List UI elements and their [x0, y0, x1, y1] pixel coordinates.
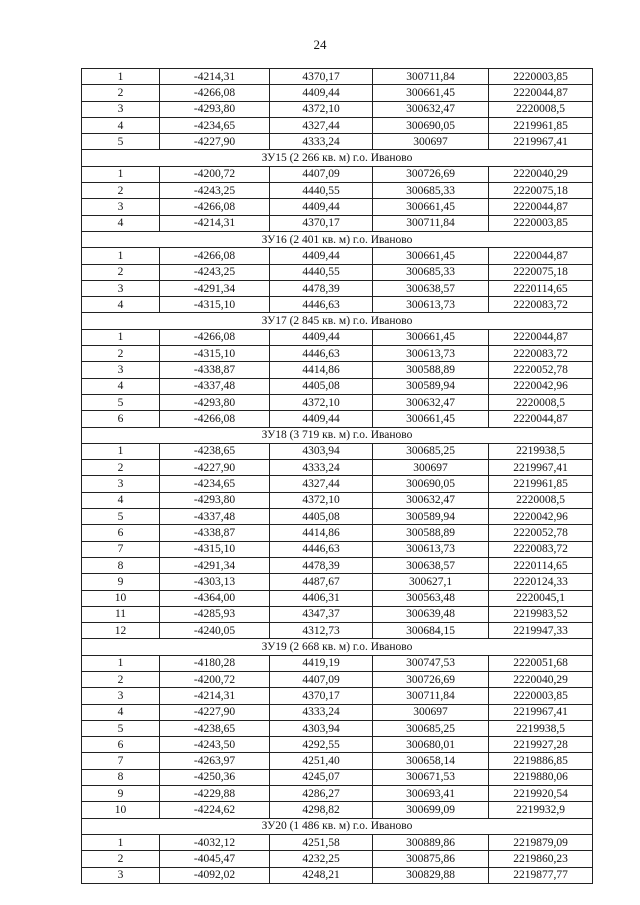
x-msk-cell: 300875,86: [373, 851, 489, 867]
point-number-cell: 4: [82, 297, 160, 313]
y-local-cell: 4333,24: [270, 704, 373, 720]
y-msk-cell: 2220051,68: [489, 655, 593, 671]
x-msk-cell: 300671,53: [373, 769, 489, 785]
x-local-cell: -4214,31: [160, 69, 270, 85]
x-local-cell: -4266,08: [160, 199, 270, 215]
x-local-cell: -4266,08: [160, 85, 270, 101]
x-local-cell: -4227,90: [160, 134, 270, 150]
y-local-cell: 4333,24: [270, 460, 373, 476]
table-row: [82, 834, 593, 850]
point-number-cell: 6: [82, 737, 160, 753]
y-local-cell: 4446,63: [270, 346, 373, 362]
table-row: [82, 378, 593, 394]
x-msk-cell: 300685,33: [373, 264, 489, 280]
y-local-cell: 4446,63: [270, 297, 373, 313]
point-number-cell: 4: [82, 378, 160, 394]
point-number-cell: 2: [82, 671, 160, 687]
table-row: [82, 362, 593, 378]
y-msk-cell: 2220044,87: [489, 329, 593, 345]
y-msk-cell: 2220044,87: [489, 85, 593, 101]
y-msk-cell: 2219879,09: [489, 834, 593, 850]
y-msk-cell: 2220045,1: [489, 590, 593, 606]
x-msk-cell: 300726,69: [373, 166, 489, 182]
x-msk-cell: 300697: [373, 134, 489, 150]
x-local-cell: -4315,10: [160, 346, 270, 362]
point-number-cell: 2: [82, 460, 160, 476]
x-msk-cell: 300711,84: [373, 688, 489, 704]
table-row: [82, 704, 593, 720]
point-number-cell: 5: [82, 509, 160, 525]
x-msk-cell: 300632,47: [373, 101, 489, 117]
y-local-cell: 4414,86: [270, 362, 373, 378]
x-msk-cell: 300661,45: [373, 85, 489, 101]
x-local-cell: -4200,72: [160, 166, 270, 182]
point-number-cell: 1: [82, 655, 160, 671]
table-row: [82, 346, 593, 362]
point-number-cell: 4: [82, 492, 160, 508]
y-msk-cell: 2220114,65: [489, 557, 593, 573]
table-row: [82, 85, 593, 101]
x-msk-cell: 300589,94: [373, 378, 489, 394]
table-row: [82, 101, 593, 117]
y-local-cell: 4251,40: [270, 753, 373, 769]
y-msk-cell: 2219938,5: [489, 720, 593, 736]
y-msk-cell: 2219927,28: [489, 737, 593, 753]
point-number-cell: 3: [82, 476, 160, 492]
table-row: [82, 786, 593, 802]
point-number-cell: 1: [82, 329, 160, 345]
y-local-cell: 4251,58: [270, 834, 373, 850]
x-msk-cell: 300658,14: [373, 753, 489, 769]
x-msk-cell: 300661,45: [373, 248, 489, 264]
y-msk-cell: 2220083,72: [489, 297, 593, 313]
x-local-cell: -4250,36: [160, 769, 270, 785]
point-number-cell: 3: [82, 362, 160, 378]
point-number-cell: 3: [82, 867, 160, 883]
x-local-cell: -4285,93: [160, 606, 270, 622]
section-header-row: [82, 150, 593, 166]
table-row: [82, 574, 593, 590]
y-local-cell: 4372,10: [270, 492, 373, 508]
y-msk-cell: 2220003,85: [489, 215, 593, 231]
x-msk-cell: 300627,1: [373, 574, 489, 590]
section-header-row: [82, 427, 593, 443]
y-msk-cell: 2220114,65: [489, 280, 593, 296]
point-number-cell: 10: [82, 802, 160, 818]
table-row: [82, 199, 593, 215]
point-number-cell: 6: [82, 411, 160, 427]
y-msk-cell: 2219860,23: [489, 851, 593, 867]
point-number-cell: 1: [82, 69, 160, 85]
x-msk-cell: 300638,57: [373, 557, 489, 573]
y-local-cell: 4405,08: [270, 378, 373, 394]
y-local-cell: 4407,09: [270, 166, 373, 182]
x-local-cell: -4315,10: [160, 297, 270, 313]
x-local-cell: -4238,65: [160, 720, 270, 736]
y-msk-cell: 2220124,33: [489, 574, 593, 590]
point-number-cell: 5: [82, 720, 160, 736]
y-msk-cell: 2219961,85: [489, 117, 593, 133]
y-local-cell: 4414,86: [270, 525, 373, 541]
section-title: ЗУ18 (3 719 кв. м) г.о. Иваново: [82, 427, 593, 443]
y-local-cell: 4478,39: [270, 557, 373, 573]
y-local-cell: 4406,31: [270, 590, 373, 606]
point-number-cell: 4: [82, 704, 160, 720]
x-msk-cell: 300699,09: [373, 802, 489, 818]
x-local-cell: -4234,65: [160, 476, 270, 492]
section-title: ЗУ16 (2 401 кв. м) г.о. Иваново: [82, 231, 593, 247]
x-msk-cell: 300588,89: [373, 525, 489, 541]
x-local-cell: -4180,28: [160, 655, 270, 671]
point-number-cell: 2: [82, 851, 160, 867]
y-msk-cell: 2220003,85: [489, 69, 593, 85]
table-row: [82, 590, 593, 606]
y-local-cell: 4409,44: [270, 199, 373, 215]
table-row: [82, 802, 593, 818]
x-local-cell: -4303,13: [160, 574, 270, 590]
table-row: [82, 541, 593, 557]
point-number-cell: 8: [82, 557, 160, 573]
x-msk-cell: 300690,05: [373, 117, 489, 133]
point-number-cell: 4: [82, 117, 160, 133]
x-msk-cell: 300693,41: [373, 786, 489, 802]
point-number-cell: 7: [82, 541, 160, 557]
x-local-cell: -4364,00: [160, 590, 270, 606]
point-number-cell: 5: [82, 134, 160, 150]
x-msk-cell: 300685,33: [373, 183, 489, 199]
y-local-cell: 4245,07: [270, 769, 373, 785]
point-number-cell: 11: [82, 606, 160, 622]
x-msk-cell: 300829,88: [373, 867, 489, 883]
section-header-row: [82, 818, 593, 834]
point-number-cell: 2: [82, 346, 160, 362]
y-msk-cell: 2219967,41: [489, 704, 593, 720]
y-msk-cell: 2220003,85: [489, 688, 593, 704]
point-number-cell: 5: [82, 394, 160, 410]
y-msk-cell: 2220075,18: [489, 183, 593, 199]
table-row: [82, 117, 593, 133]
table-row: [82, 476, 593, 492]
point-number-cell: 3: [82, 199, 160, 215]
x-msk-cell: 300726,69: [373, 671, 489, 687]
y-msk-cell: 2220044,87: [489, 248, 593, 264]
x-msk-cell: 300685,25: [373, 720, 489, 736]
table-row: [82, 411, 593, 427]
x-msk-cell: 300563,48: [373, 590, 489, 606]
x-local-cell: -4293,80: [160, 394, 270, 410]
y-local-cell: 4303,94: [270, 720, 373, 736]
x-local-cell: -4243,25: [160, 264, 270, 280]
x-local-cell: -4234,65: [160, 117, 270, 133]
point-number-cell: 3: [82, 280, 160, 296]
y-msk-cell: 2219920,54: [489, 786, 593, 802]
table-row: [82, 525, 593, 541]
y-local-cell: 4347,37: [270, 606, 373, 622]
x-msk-cell: 300889,86: [373, 834, 489, 850]
x-local-cell: -4291,34: [160, 557, 270, 573]
table-row: [82, 623, 593, 639]
x-msk-cell: 300690,05: [373, 476, 489, 492]
page-number: 24: [313, 37, 327, 52]
y-local-cell: 4370,17: [270, 215, 373, 231]
point-number-cell: 4: [82, 215, 160, 231]
y-msk-cell: 2219961,85: [489, 476, 593, 492]
x-local-cell: -4243,50: [160, 737, 270, 753]
section-header-row: [82, 313, 593, 329]
table-row: [82, 264, 593, 280]
point-number-cell: 12: [82, 623, 160, 639]
section-header-row: [82, 231, 593, 247]
y-msk-cell: 2220052,78: [489, 525, 593, 541]
y-msk-cell: 2220044,87: [489, 411, 593, 427]
section-title: ЗУ15 (2 266 кв. м) г.о. Иваново: [82, 150, 593, 166]
y-local-cell: 4372,10: [270, 101, 373, 117]
point-number-cell: 8: [82, 769, 160, 785]
x-local-cell: -4243,25: [160, 183, 270, 199]
y-msk-cell: 2219967,41: [489, 134, 593, 150]
y-msk-cell: 2220052,78: [489, 362, 593, 378]
y-local-cell: 4286,27: [270, 786, 373, 802]
x-msk-cell: 300613,73: [373, 297, 489, 313]
y-local-cell: 4440,55: [270, 183, 373, 199]
table-row: [82, 655, 593, 671]
x-local-cell: -4045,47: [160, 851, 270, 867]
section-title: ЗУ17 (2 845 кв. м) г.о. Иваново: [82, 313, 593, 329]
point-number-cell: 6: [82, 525, 160, 541]
x-msk-cell: 300661,45: [373, 199, 489, 215]
y-local-cell: 4312,73: [270, 623, 373, 639]
x-local-cell: -4229,88: [160, 786, 270, 802]
y-local-cell: 4370,17: [270, 688, 373, 704]
x-local-cell: -4266,08: [160, 411, 270, 427]
point-number-cell: 7: [82, 753, 160, 769]
table-row: [82, 134, 593, 150]
table-row: [82, 394, 593, 410]
y-local-cell: 4292,55: [270, 737, 373, 753]
y-msk-cell: 2219947,33: [489, 623, 593, 639]
table-row: [82, 183, 593, 199]
y-msk-cell: 2220008,5: [489, 492, 593, 508]
y-msk-cell: 2219967,41: [489, 460, 593, 476]
x-local-cell: -4227,90: [160, 704, 270, 720]
y-local-cell: 4409,44: [270, 411, 373, 427]
x-msk-cell: 300661,45: [373, 411, 489, 427]
x-msk-cell: 300613,73: [373, 346, 489, 362]
section-title: ЗУ20 (1 486 кв. м) г.о. Иваново: [82, 818, 593, 834]
section-title: ЗУ19 (2 668 кв. м) г.о. Иваново: [82, 639, 593, 655]
y-msk-cell: 2219932,9: [489, 802, 593, 818]
x-local-cell: -4337,48: [160, 509, 270, 525]
point-number-cell: 10: [82, 590, 160, 606]
table-row: [82, 297, 593, 313]
point-number-cell: 1: [82, 443, 160, 459]
x-local-cell: -4224,62: [160, 802, 270, 818]
x-local-cell: -4092,02: [160, 867, 270, 883]
x-local-cell: -4240,05: [160, 623, 270, 639]
y-msk-cell: 2219938,5: [489, 443, 593, 459]
coordinates-table-body: [82, 69, 593, 884]
x-local-cell: -4214,31: [160, 688, 270, 704]
table-row: [82, 557, 593, 573]
y-local-cell: 4327,44: [270, 117, 373, 133]
x-local-cell: -4315,10: [160, 541, 270, 557]
x-msk-cell: 300711,84: [373, 69, 489, 85]
x-local-cell: -4293,80: [160, 101, 270, 117]
table-row: [82, 248, 593, 264]
x-msk-cell: 300589,94: [373, 509, 489, 525]
x-local-cell: -4263,97: [160, 753, 270, 769]
table-row: [82, 851, 593, 867]
y-msk-cell: 2220008,5: [489, 394, 593, 410]
x-msk-cell: 300697: [373, 704, 489, 720]
point-number-cell: 2: [82, 183, 160, 199]
y-msk-cell: 2220040,29: [489, 671, 593, 687]
x-msk-cell: 300684,15: [373, 623, 489, 639]
x-msk-cell: 300613,73: [373, 541, 489, 557]
table-row: [82, 606, 593, 622]
x-msk-cell: 300632,47: [373, 394, 489, 410]
x-msk-cell: 300632,47: [373, 492, 489, 508]
x-msk-cell: 300680,01: [373, 737, 489, 753]
y-local-cell: 4407,09: [270, 671, 373, 687]
table-row: [82, 671, 593, 687]
x-local-cell: -4266,08: [160, 248, 270, 264]
table-row: [82, 509, 593, 525]
x-local-cell: -4338,87: [160, 362, 270, 378]
y-local-cell: 4409,44: [270, 248, 373, 264]
x-local-cell: -4200,72: [160, 671, 270, 687]
y-local-cell: 4409,44: [270, 85, 373, 101]
x-msk-cell: 300747,53: [373, 655, 489, 671]
table-row: [82, 443, 593, 459]
x-msk-cell: 300711,84: [373, 215, 489, 231]
table-row: [82, 753, 593, 769]
x-msk-cell: 300638,57: [373, 280, 489, 296]
table-row: [82, 329, 593, 345]
x-msk-cell: 300639,48: [373, 606, 489, 622]
y-msk-cell: 2219880,06: [489, 769, 593, 785]
y-local-cell: 4372,10: [270, 394, 373, 410]
x-msk-cell: 300685,25: [373, 443, 489, 459]
table-row: [82, 688, 593, 704]
y-msk-cell: 2219983,52: [489, 606, 593, 622]
y-local-cell: 4440,55: [270, 264, 373, 280]
table-row: [82, 460, 593, 476]
x-local-cell: -4032,12: [160, 834, 270, 850]
x-local-cell: -4293,80: [160, 492, 270, 508]
point-number-cell: 9: [82, 574, 160, 590]
x-local-cell: -4338,87: [160, 525, 270, 541]
y-msk-cell: 2220044,87: [489, 199, 593, 215]
y-local-cell: 4232,25: [270, 851, 373, 867]
point-number-cell: 1: [82, 166, 160, 182]
y-msk-cell: 2219886,85: [489, 753, 593, 769]
y-msk-cell: 2220042,96: [489, 378, 593, 394]
point-number-cell: 1: [82, 248, 160, 264]
point-number-cell: 3: [82, 688, 160, 704]
table-row: [82, 280, 593, 296]
y-local-cell: 4333,24: [270, 134, 373, 150]
x-local-cell: -4291,34: [160, 280, 270, 296]
table-row: [82, 737, 593, 753]
point-number-cell: 2: [82, 85, 160, 101]
table-row: [82, 720, 593, 736]
y-msk-cell: 2220083,72: [489, 541, 593, 557]
x-msk-cell: 300588,89: [373, 362, 489, 378]
table-row: [82, 215, 593, 231]
y-local-cell: 4487,67: [270, 574, 373, 590]
x-local-cell: -4266,08: [160, 329, 270, 345]
y-msk-cell: 2220008,5: [489, 101, 593, 117]
y-msk-cell: 2220083,72: [489, 346, 593, 362]
x-msk-cell: 300697: [373, 460, 489, 476]
x-local-cell: -4227,90: [160, 460, 270, 476]
table-row: [82, 867, 593, 883]
table-row: [82, 492, 593, 508]
x-local-cell: -4238,65: [160, 443, 270, 459]
y-local-cell: 4478,39: [270, 280, 373, 296]
point-number-cell: 3: [82, 101, 160, 117]
coordinates-table: [81, 68, 593, 884]
section-header-row: [82, 639, 593, 655]
y-local-cell: 4303,94: [270, 443, 373, 459]
y-local-cell: 4405,08: [270, 509, 373, 525]
y-msk-cell: 2219877,77: [489, 867, 593, 883]
y-local-cell: 4248,21: [270, 867, 373, 883]
table-row: [82, 166, 593, 182]
y-local-cell: 4370,17: [270, 69, 373, 85]
y-local-cell: 4409,44: [270, 329, 373, 345]
y-local-cell: 4446,63: [270, 541, 373, 557]
x-msk-cell: 300661,45: [373, 329, 489, 345]
y-local-cell: 4298,82: [270, 802, 373, 818]
y-local-cell: 4327,44: [270, 476, 373, 492]
x-local-cell: -4214,31: [160, 215, 270, 231]
point-number-cell: 1: [82, 834, 160, 850]
y-msk-cell: 2220040,29: [489, 166, 593, 182]
y-msk-cell: 2220075,18: [489, 264, 593, 280]
table-row: [82, 769, 593, 785]
x-local-cell: -4337,48: [160, 378, 270, 394]
y-local-cell: 4419,19: [270, 655, 373, 671]
point-number-cell: 9: [82, 786, 160, 802]
point-number-cell: 2: [82, 264, 160, 280]
table-row: [82, 69, 593, 85]
y-msk-cell: 2220042,96: [489, 509, 593, 525]
